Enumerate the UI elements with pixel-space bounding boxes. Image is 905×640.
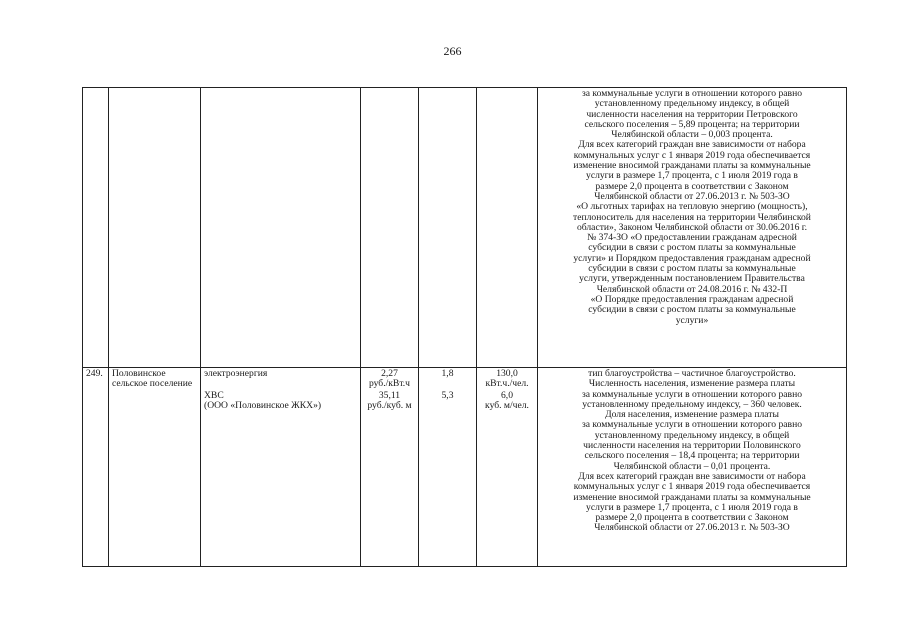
cell-volume — [477, 88, 538, 368]
service-name: электроэнергия — [204, 368, 268, 379]
description-line: численности населения на территории Половинского — [583, 440, 801, 452]
description-line: «О Порядке предоставления гражданам адресной — [590, 293, 794, 305]
description-line: услуги, утвержденным постановлением Правительства — [579, 273, 805, 285]
cell-volume — [477, 368, 538, 567]
description-line: Для всех категорий граждан вне зависимости от набора — [578, 470, 806, 482]
description-line: установленному предельному индексу, в общей — [594, 98, 790, 110]
tariff-value — [364, 391, 415, 412]
description-line: численности населения на территории Петровского — [586, 108, 798, 120]
description-line: за коммунальные услуги в отношении которого равно — [581, 388, 803, 400]
description-line: Численность населения, изменение размера платы — [588, 378, 796, 390]
volume-amount: 6,0 — [501, 390, 513, 401]
description-line: за коммунальные услуги в отношении которого равно — [581, 88, 803, 99]
volume-amount: 130,0 — [496, 368, 518, 379]
volume-unit: куб. м/чел. — [485, 400, 529, 412]
description-line: № 374-ЗО «О предоставлении гражданам адресной — [587, 232, 797, 244]
description-line: Для всех категорий граждан вне зависимости от набора — [578, 139, 806, 151]
volume-value — [480, 391, 534, 412]
description-line: установленному предельному индексу, – 360 человек. — [582, 398, 802, 410]
service-name: (ООО «Половинское ЖКХ») — [204, 400, 322, 412]
cell-index — [419, 88, 477, 368]
volume-unit: кВт.ч./чел. — [485, 378, 529, 390]
description-line: услуги» и Порядком предоставления гражданам адресной — [573, 252, 811, 264]
description-line: коммунальных услуг с 1 января 2019 года обеспечивается — [573, 481, 811, 493]
description-line: области», Законом Челябинской области от 30.06.2016 г. — [576, 221, 808, 233]
index-value — [422, 369, 473, 390]
tariff-unit: руб./куб. м — [367, 400, 412, 412]
description-line: размере 2,0 процента в соответствии с Законом — [595, 180, 789, 192]
description-line: сельского поселения – 5,89 процента; на территории — [584, 118, 800, 130]
cell-value — [361, 88, 419, 368]
cell-description — [538, 88, 847, 368]
description-line: сельского поселения – 18,4 процента; на территории — [584, 450, 800, 462]
tariff-value — [364, 369, 415, 390]
index-amount: 1,8 — [441, 368, 454, 379]
description-line: «О льготных тарифах на тепловую энергию (мощность), — [576, 201, 808, 213]
description-line: за коммунальные услуги в отношении которого равно — [581, 419, 803, 431]
description-line: размере 2,0 процента в соответствии с Законом — [595, 512, 789, 524]
description-line: услуги» — [675, 314, 709, 326]
cell-municipality: Половинское сельское поселение — [109, 368, 201, 567]
tariff-amount: 35,11 — [378, 390, 401, 401]
index-value — [422, 391, 473, 412]
page-number: 266 — [443, 44, 462, 58]
tariff-unit: руб./кВт.ч — [368, 378, 411, 390]
tariff-table — [82, 87, 847, 567]
description-line: Челябинской области – 0,003 процента. — [611, 129, 773, 141]
description-line: изменение вносимой гражданами платы за коммунальные — [573, 491, 811, 503]
cell-number: 249. — [83, 368, 109, 567]
description-line: тип благоустройства – частичное благоустройство. — [588, 368, 796, 379]
table-row-249 — [83, 368, 847, 567]
description-line: услуги в размере 1,7 процента, с 1 июля 2019 года в — [586, 170, 798, 182]
cell-number — [83, 88, 109, 368]
description-line: Доля населения, изменение размера платы — [605, 409, 779, 421]
description-line: изменение вносимой гражданами платы за коммунальные — [573, 160, 811, 172]
index-amount: 5,3 — [441, 390, 454, 401]
service-name: ХВС — [204, 390, 224, 401]
description-line: услуги в размере 1,7 процента, с 1 июля 2019 года в — [586, 501, 798, 513]
description-line: субсидии в связи с ростом платы за коммунальные — [588, 263, 796, 275]
cell-value — [361, 368, 419, 567]
cell-service — [201, 368, 361, 567]
service-entry — [204, 369, 357, 390]
description-line: Челябинской области – 0,01 процента. — [613, 460, 771, 472]
description-line: коммунальных услуг с 1 января 2019 года обеспечивается — [573, 149, 811, 161]
description-line: субсидии в связи с ростом платы за коммунальные — [588, 242, 796, 254]
volume-value — [480, 369, 534, 390]
description-line: установленному предельному индексу, в общей — [594, 429, 790, 441]
table-row-continuation — [83, 88, 847, 368]
description-line: Челябинской области от 27.06.2013 г. № 503-ЗО — [594, 190, 790, 202]
description-line: Челябинской области от 24.08.2016 г. № 432-П — [596, 283, 788, 295]
tariff-amount: 2,27 — [381, 368, 398, 379]
service-entry — [204, 391, 357, 412]
description-line: Челябинской области от 27.06.2013 г. № 503-ЗО — [594, 522, 790, 534]
description-line: теплоноситель для населения на территории Челябинской — [573, 211, 811, 223]
cell-municipality — [109, 88, 201, 368]
cell-service — [201, 88, 361, 368]
cell-index — [419, 368, 477, 567]
description-line: субсидии в связи с ростом платы за коммунальные — [588, 304, 796, 316]
cell-description — [538, 368, 847, 567]
